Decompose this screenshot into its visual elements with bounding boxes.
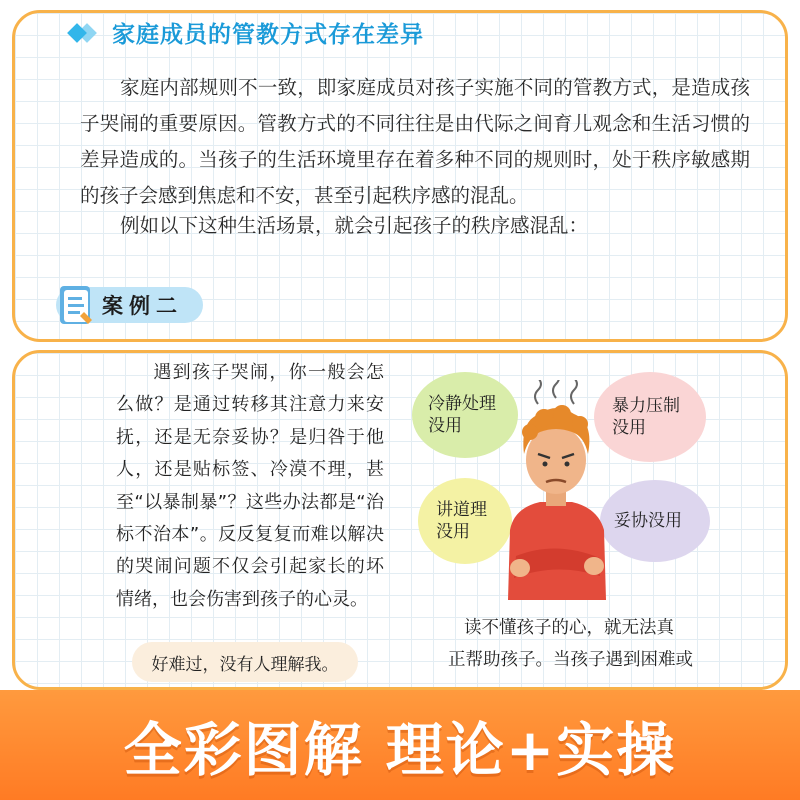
case-label-tag	[56, 284, 203, 326]
bubble-reason	[418, 478, 512, 564]
diamond-bullet-icon	[66, 22, 102, 44]
bubble-calm-text: 冷静处理没用	[428, 394, 496, 436]
section-heading	[66, 16, 424, 49]
banner-text: 全彩图解 理论+实操	[123, 716, 677, 784]
case-paragraph-text: 遇到孩子哭闹，你一般会怎么做？是通过转移其注意力来安抚，还是无奈妥协？是归咎于他人，还是贴标签、冷漠不理，甚至“以暴制暴”？这些办法都是“治标不治本”。反反复复而难以解决的哭闹问题不仅会引起家长的坏情绪，也会伤害到孩子的心灵。	[116, 362, 384, 610]
bubble-violence-text: 暴力压制没用	[612, 396, 680, 438]
case-paragraph	[116, 357, 384, 616]
child-quote-note: 好难过，没有人理解我。	[132, 642, 358, 682]
case-label: 案例二	[56, 287, 203, 323]
caption-line-1: 读不懂孩子的心，就无法真	[464, 618, 674, 638]
caption-line-2: 正帮助孩子。当孩子遇到困难或	[448, 650, 693, 670]
case-caption	[448, 612, 728, 676]
bubble-compromise	[600, 480, 710, 562]
intro-paragraph: 家庭内部规则不一致，即家庭成员对孩子实施不同的管教方式，是造成孩子哭闹的重要原因。管教方式的不同往往是由代际之间育儿观念和生活习惯的差异造成的。当孩子的生活环境里存在着多种不同的规则时，处于秩序敏感期的孩子会感到焦虑和不安，甚至引起秩序感的混乱。	[80, 76, 750, 207]
document-icon	[56, 282, 96, 328]
bubble-compromise-text: 妥协没用	[614, 511, 682, 531]
frustrated-man-illustration	[500, 380, 612, 600]
bubble-reason-text: 讲道理没用	[436, 500, 487, 542]
promo-banner	[0, 690, 800, 800]
section-title: 家庭成员的管教方式存在差异	[112, 22, 424, 48]
example-lead-paragraph: 例如以下这种生活场景，就会引起孩子的秩序感混乱：	[120, 214, 589, 237]
